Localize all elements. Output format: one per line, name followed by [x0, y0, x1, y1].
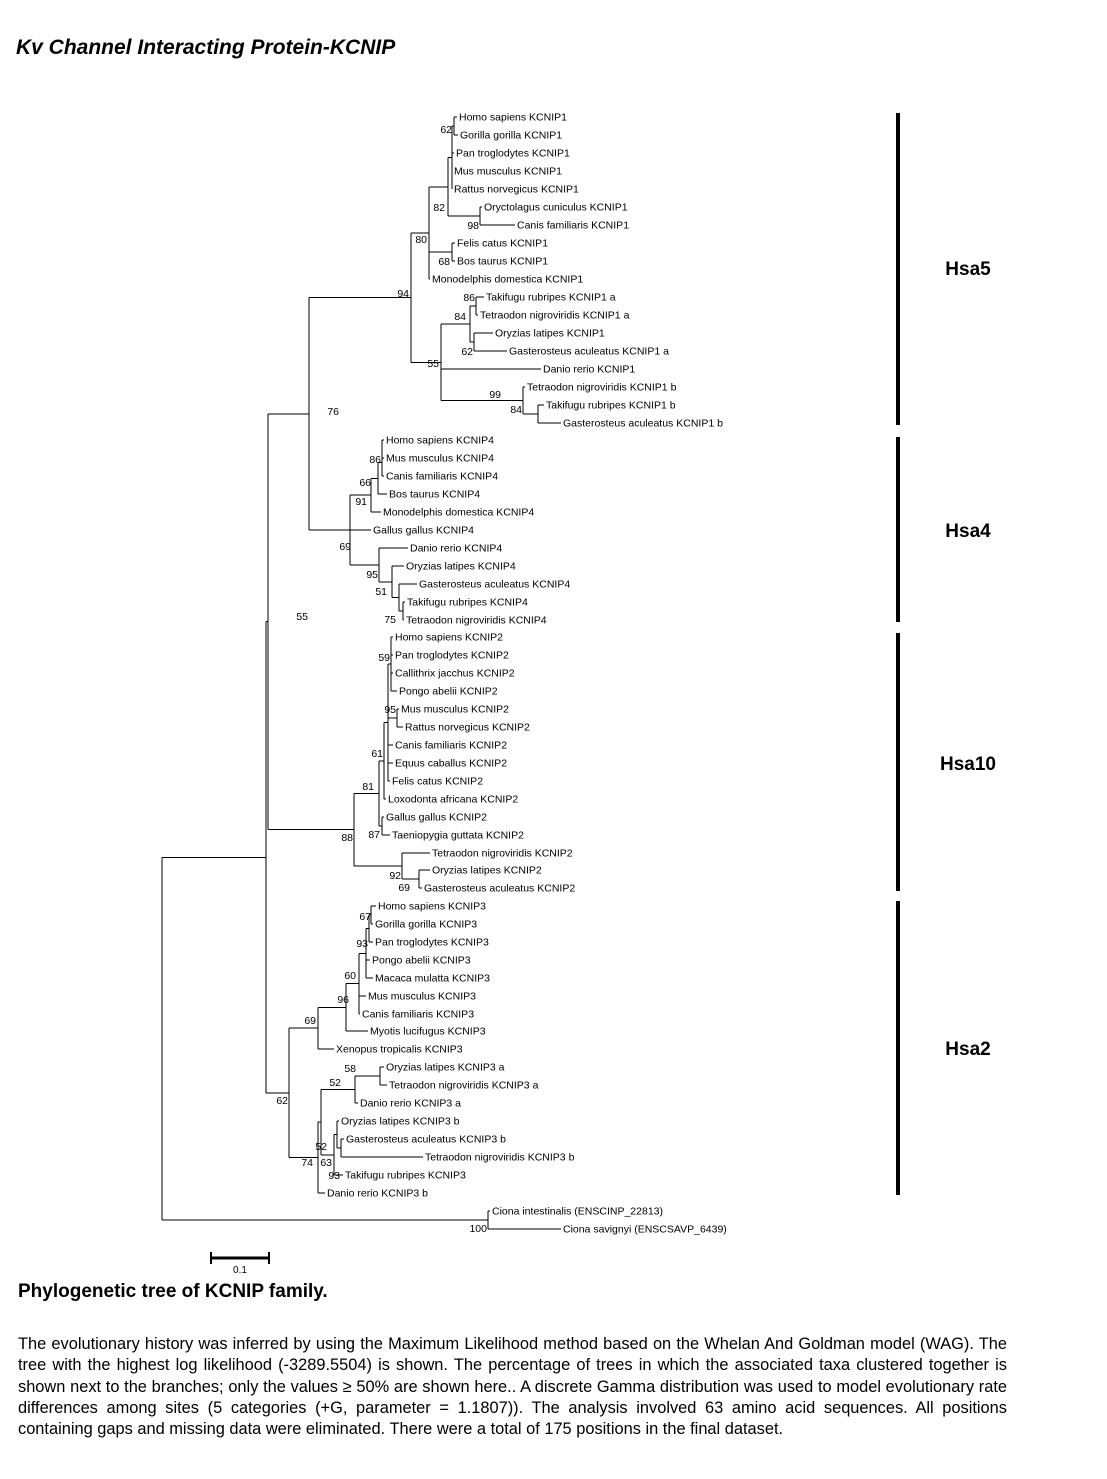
- support-value: 69: [398, 882, 410, 894]
- page-title: Kv Channel Interacting Protein-KCNIP: [16, 36, 396, 59]
- leaf-label: Felis catus KCNIP2: [392, 775, 484, 788]
- leaf-label: Pongo abelii KCNIP2: [399, 685, 498, 698]
- support-value: 66: [359, 477, 371, 489]
- support-value: 61: [371, 748, 383, 760]
- support-value: 100: [469, 1223, 487, 1235]
- leaf-label: Pan troglodytes KCNIP1: [456, 147, 570, 160]
- leaf-label: Gasterosteus aculeatus KCNIP2: [424, 882, 576, 895]
- leaf-label: Tetraodon nigroviridis KCNIP1 a: [480, 309, 630, 322]
- leaf-label: Oryzias latipes KCNIP3 b: [341, 1115, 460, 1128]
- support-value: 80: [415, 234, 427, 246]
- leaf-label: Ciona savignyi (ENSCSAVP_6439): [563, 1223, 727, 1236]
- support-value: 68: [438, 256, 450, 268]
- leaf-label: Homo sapiens KCNIP4: [386, 434, 494, 447]
- clade-label: Hsa10: [940, 754, 996, 775]
- support-value: 60: [344, 970, 356, 982]
- support-value: 95: [366, 569, 378, 581]
- leaf-label: Mus musculus KCNIP1: [454, 165, 562, 178]
- leaf-labels: [327, 112, 727, 1236]
- leaf-label: Gorilla gorilla KCNIP1: [460, 129, 563, 142]
- leaf-label: Ciona intestinalis (ENSCINP_22813): [492, 1205, 663, 1218]
- leaf-label: Danio rerio KCNIP3 a: [360, 1097, 461, 1110]
- support-value: 98: [467, 220, 479, 232]
- caption-text: The evolutionary history was inferred by using the Maximum Likelihood method based on the Whelan And Goldman model (WAG). The tree with the highest log likelihood (-3289.5504) is shown. The percentage of trees in which the associated taxa clustered together is shown next to the branches; only the values ≥ 50% are shown here.. A discrete Gamma distribution was used to model evolutionary rate differences among sites (5 categories (+G, parameter = 1.1807)). The analysis involved 63 amino acid sequences. All positions containing gaps and missing data were eliminated. There were a total of 175 positions in the final dataset.: [18, 1335, 1007, 1439]
- support-value: 88: [341, 832, 353, 844]
- support-value: 84: [454, 311, 466, 323]
- leaf-label: Gallus gallus KCNIP2: [386, 811, 487, 824]
- support-value: 93: [356, 938, 368, 950]
- leaf-label: Mus musculus KCNIP3: [368, 990, 476, 1003]
- support-value: 76: [327, 406, 339, 418]
- leaf-label: Felis catus KCNIP1: [457, 237, 549, 250]
- support-value: 55: [296, 611, 308, 623]
- leaf-label: Oryzias latipes KCNIP4: [406, 560, 516, 573]
- caption-title: Phylogenetic tree of KCNIP family.: [18, 1281, 328, 1302]
- support-value: 62: [461, 346, 473, 358]
- leaf-label: Oryzias latipes KCNIP2: [432, 864, 542, 877]
- leaf-label: Takifugu rubripes KCNIP3: [345, 1169, 466, 1182]
- support-value: 67: [359, 911, 371, 923]
- leaf-label: Mus musculus KCNIP2: [401, 703, 509, 716]
- clade-label: Hsa4: [945, 521, 991, 542]
- leaf-label: Xenopus tropicalis KCNIP3: [336, 1043, 463, 1056]
- leaf-label: Homo sapiens KCNIP1: [459, 111, 567, 124]
- leaf-label: Gorilla gorilla KCNIP3: [375, 918, 478, 931]
- support-value: 96: [337, 994, 349, 1006]
- support-value: 52: [329, 1077, 341, 1089]
- support-value: 84: [510, 404, 522, 416]
- leaf-label: Canis familiaris KCNIP4: [386, 470, 499, 483]
- leaf-label: Homo sapiens KCNIP2: [395, 631, 503, 644]
- leaf-label: Danio rerio KCNIP3 b: [327, 1187, 428, 1200]
- leaf-label: Myotis lucifugus KCNIP3: [370, 1025, 486, 1038]
- support-value: 87: [368, 829, 380, 841]
- leaf-label: Gasterosteus aculeatus KCNIP3 b: [346, 1133, 506, 1146]
- support-value: 69: [339, 541, 351, 553]
- support-value: 99: [489, 389, 501, 401]
- leaf-label: Takifugu rubripes KCNIP4: [407, 596, 528, 609]
- clade-label: Hsa2: [945, 1039, 991, 1060]
- leaf-label: Pan troglodytes KCNIP3: [375, 936, 489, 949]
- leaf-label: Bos taurus KCNIP1: [457, 255, 549, 268]
- support-value: 51: [375, 586, 387, 598]
- leaf-label: Taeniopygia guttata KCNIP2: [392, 829, 524, 842]
- leaf-label: Oryzias latipes KCNIP1: [495, 327, 605, 340]
- leaf-label: Canis familiaris KCNIP3: [362, 1008, 475, 1021]
- leaf-label: Mus musculus KCNIP4: [386, 452, 494, 465]
- support-value: 74: [301, 1157, 313, 1169]
- leaf-label: Takifugu rubripes KCNIP1 a: [486, 291, 616, 304]
- support-value: 75: [384, 614, 396, 626]
- clade-label: Hsa5: [945, 259, 991, 280]
- leaf-label: Monodelphis domestica KCNIP1: [432, 273, 584, 286]
- leaf-label: Homo sapiens KCNIP3: [378, 900, 486, 913]
- leaf-label: Gallus gallus KCNIP4: [373, 524, 474, 537]
- leaf-label: Pan troglodytes KCNIP2: [395, 649, 509, 662]
- leaf-label: Rattus norvegicus KCNIP1: [454, 183, 579, 196]
- support-value: 93: [328, 1170, 340, 1182]
- support-value: 62: [276, 1095, 288, 1107]
- leaf-label: Tetraodon nigroviridis KCNIP1 b: [527, 381, 677, 394]
- support-value: 81: [362, 781, 374, 793]
- leaf-label: Monodelphis domestica KCNIP4: [383, 506, 535, 519]
- leaf-label: Pongo abelii KCNIP3: [372, 954, 471, 967]
- clade-bars: [898, 113, 996, 1195]
- leaf-label: Canis familiaris KCNIP2: [395, 739, 508, 752]
- leaf-label: Equus caballus KCNIP2: [395, 757, 508, 770]
- leaf-label: Oryctolagus cuniculus KCNIP1: [484, 201, 628, 214]
- leaf-label: Gasterosteus aculeatus KCNIP1 a: [509, 345, 669, 358]
- leaf-label: Danio rerio KCNIP1: [543, 363, 636, 376]
- leaf-label: Tetraodon nigroviridis KCNIP3 a: [389, 1079, 539, 1092]
- support-value: 63: [320, 1157, 332, 1169]
- support-value: 58: [344, 1063, 356, 1075]
- leaf-label: Tetraodon nigroviridis KCNIP2: [432, 847, 573, 860]
- support-value: 59: [378, 652, 390, 664]
- scale-bar-label: 0.1: [233, 1265, 247, 1276]
- support-value: 95: [384, 704, 396, 716]
- leaf-label: Takifugu rubripes KCNIP1 b: [546, 399, 676, 412]
- leaf-label: Loxodonta africana KCNIP2: [388, 793, 519, 806]
- leaf-label: Rattus norvegicus KCNIP2: [405, 721, 530, 734]
- leaf-label: Tetraodon nigroviridis KCNIP3 b: [425, 1151, 575, 1164]
- support-value: 55: [427, 358, 439, 370]
- support-value: 86: [463, 292, 475, 304]
- leaf-label: Macaca mulatta KCNIP3: [375, 972, 490, 985]
- leaf-label: Canis familiaris KCNIP1: [517, 219, 630, 232]
- leaf-label: Oryzias latipes KCNIP3 a: [386, 1061, 505, 1074]
- support-value: 69: [304, 1015, 316, 1027]
- scale-bar: [211, 1252, 269, 1276]
- support-value: 92: [389, 870, 401, 882]
- leaf-label: Danio rerio KCNIP4: [410, 542, 503, 555]
- leaf-label: Gasterosteus aculeatus KCNIP1 b: [563, 417, 723, 430]
- leaf-label: Bos taurus KCNIP4: [389, 488, 481, 501]
- support-value: 52: [315, 1141, 327, 1153]
- support-value: 62: [440, 124, 452, 136]
- support-value: 82: [433, 202, 445, 214]
- support-value: 91: [355, 496, 367, 508]
- leaf-label: Gasterosteus aculeatus KCNIP4: [419, 578, 571, 591]
- leaf-label: Callithrix jacchus KCNIP2: [395, 667, 515, 680]
- support-value: 94: [397, 288, 409, 300]
- leaf-label: Tetraodon nigroviridis KCNIP4: [406, 614, 547, 627]
- support-value: 86: [369, 454, 381, 466]
